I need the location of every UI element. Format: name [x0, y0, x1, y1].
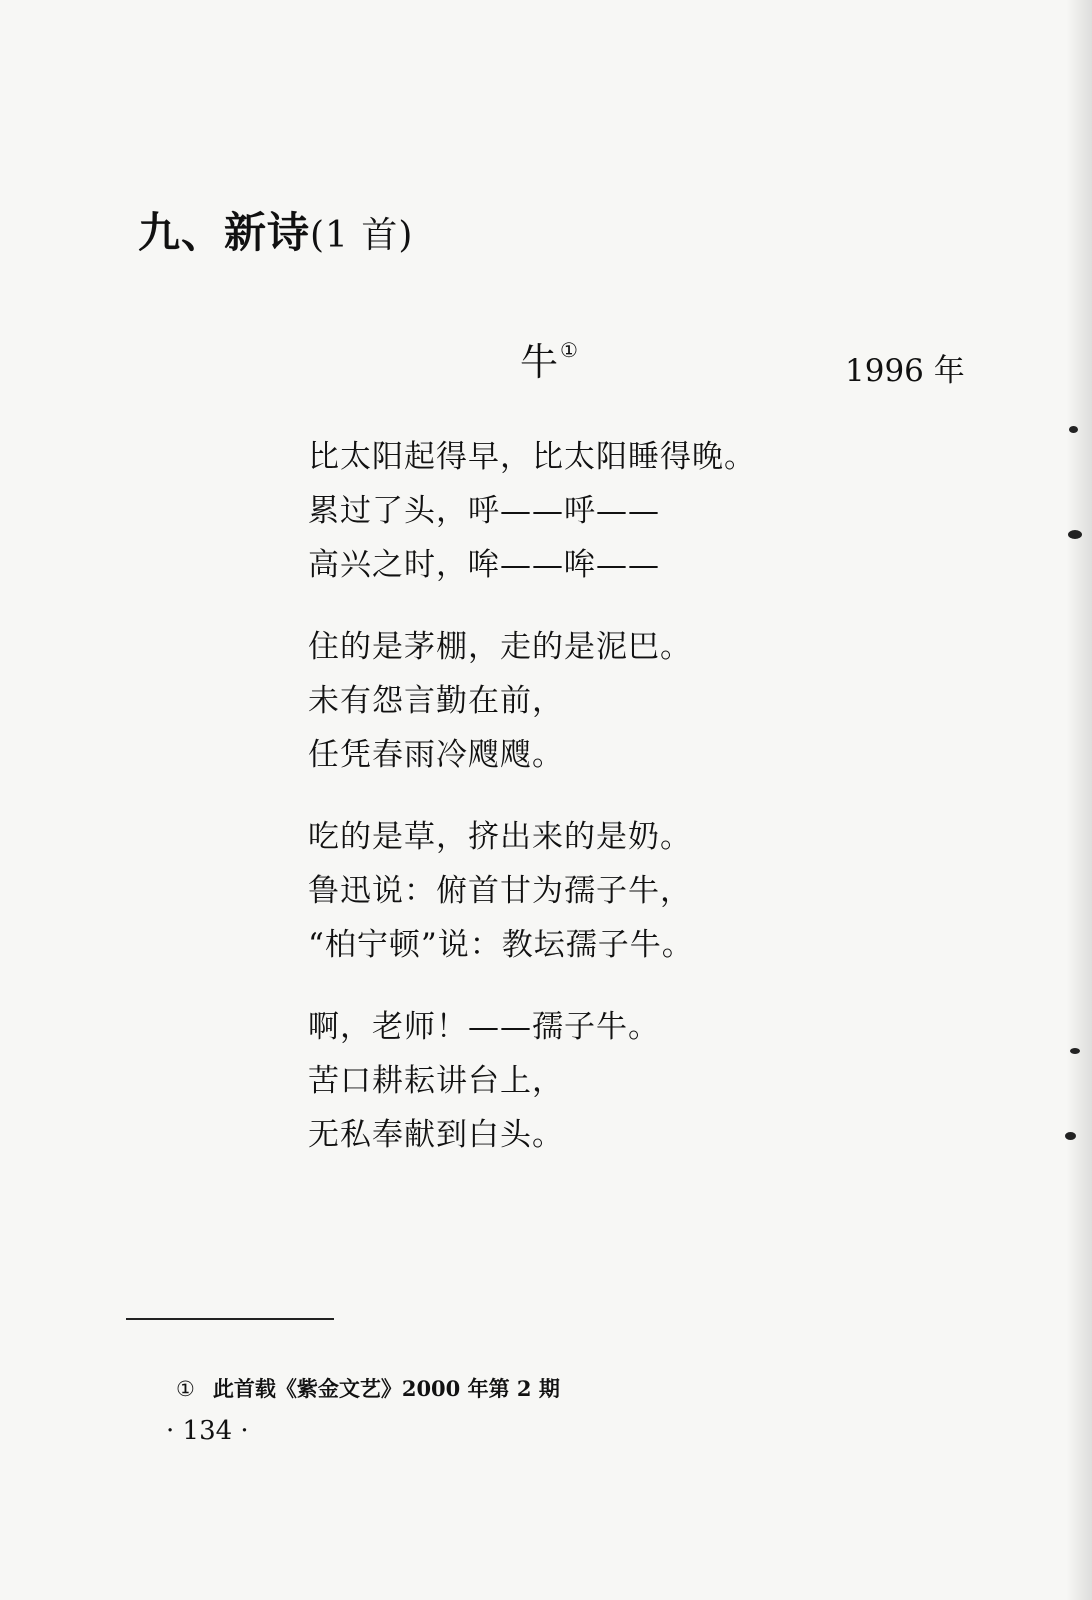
section-heading [138, 208, 414, 257]
scan-speck [1069, 426, 1078, 433]
stanza-3 [308, 810, 948, 972]
poem-line: 啊，老师！——孺子牛。 [308, 1009, 660, 1045]
poem-year: 1996 年 [845, 353, 965, 389]
poem-line: 高兴之时，哞——哞—— [308, 547, 660, 583]
poem-line: 任凭春雨冷飕飕。 [308, 737, 564, 773]
scan-speck [1070, 1048, 1080, 1054]
poem-title-text: 牛 [520, 340, 559, 384]
poem-footnote-mark: ① [560, 338, 578, 362]
stanza-2 [308, 620, 948, 782]
poem-line: 吃的是草，挤出来的是奶。 [308, 819, 692, 855]
poem-line: “柏宁顿”说：教坛孺子牛。 [308, 927, 694, 963]
footnote [176, 1378, 560, 1400]
footnote-divider [126, 1318, 334, 1320]
poem-title [520, 338, 578, 384]
footnote-mark: ① [176, 1377, 195, 1401]
page-number: · 134 · [166, 1416, 249, 1446]
scan-speck [1065, 1132, 1076, 1140]
section-title: 九、新诗 [138, 208, 311, 257]
poem-line: 住的是茅棚，走的是泥巴。 [308, 629, 692, 665]
stanza-1 [308, 430, 948, 592]
section-count: (1 首) [310, 215, 414, 256]
poem-line: 累过了头，呼——呼—— [308, 493, 660, 529]
poem-line: 未有怨言勤在前， [308, 683, 564, 719]
scan-edge-shadow [1066, 0, 1092, 1600]
scan-speck [1068, 530, 1082, 539]
poem-line: 比太阳起得早，比太阳睡得晚。 [308, 439, 756, 475]
poem-line: 苦口耕耘讲台上， [308, 1063, 564, 1099]
poem-body [308, 430, 948, 1190]
stanza-4 [308, 1000, 948, 1162]
poem-line: 无私奉献到白头。 [308, 1117, 564, 1153]
poem-line: 鲁迅说：俯首甘为孺子牛， [308, 873, 692, 909]
footnote-text: 此首载《紫金文艺》2000 年第 2 期 [212, 1376, 560, 1401]
